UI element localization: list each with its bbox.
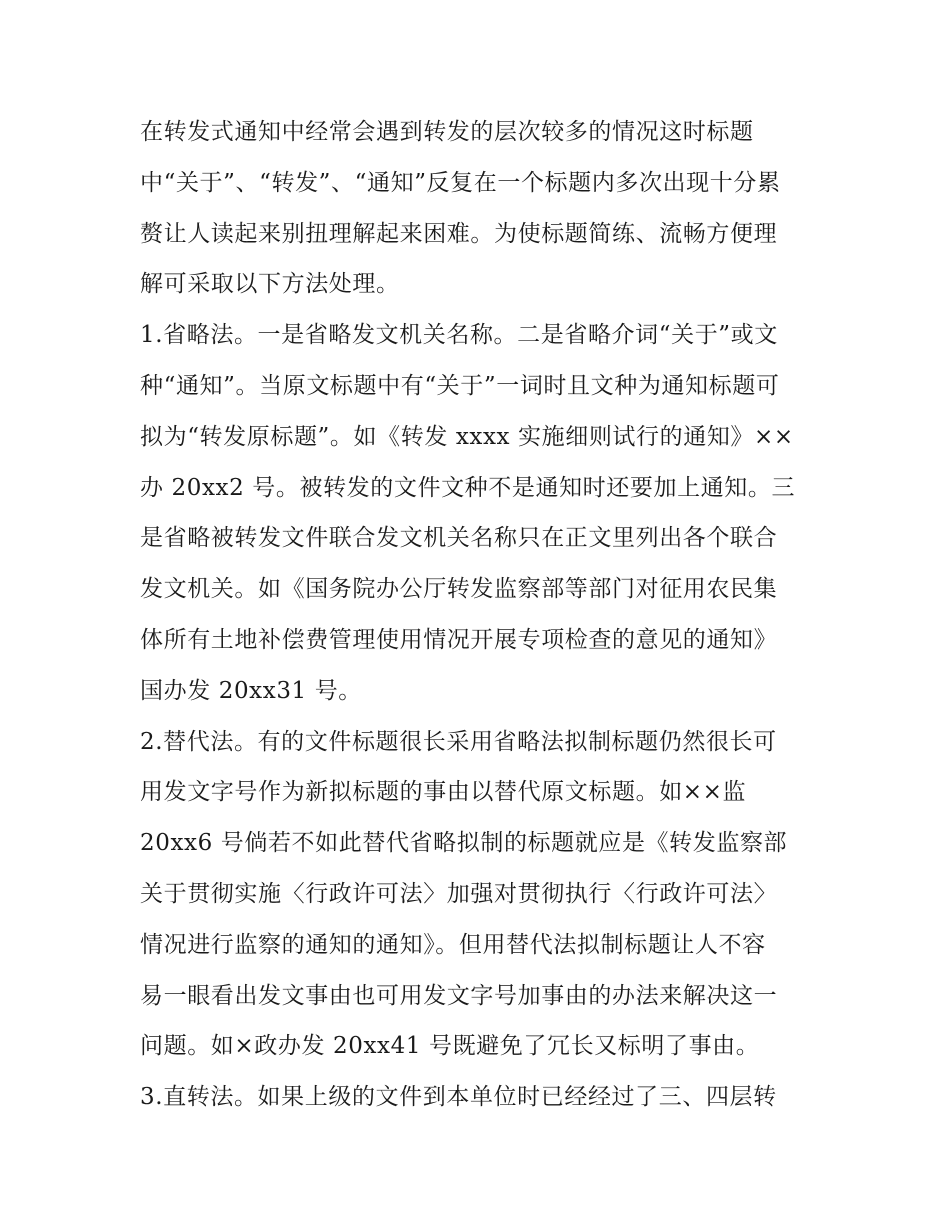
text-line: 解可采取以下方法处理。	[140, 271, 400, 298]
text-line: 办 20xx2 号。被转发的文件文种不是通知时还要加上通知。三	[140, 474, 796, 501]
text-line: 是省略被转发文件联合发文机关名称只在正文里列出各个联合	[140, 525, 778, 552]
text-line: 2.替代法。有的文件标题很长采用省略法拟制标题仍然很长可	[140, 728, 777, 755]
text-line: 用发文字号作为新拟标题的事由以替代原文标题。如××监	[140, 779, 747, 806]
text-line: 关于贯彻实施〈行政许可法〉加强对贯彻执行〈行政许可法〉	[140, 880, 778, 907]
text-line: 体所有土地补偿费管理使用情况开展专项检查的意见的通知》	[140, 626, 778, 653]
text-line: 问题。如×政办发 20xx41 号既避免了冗长又标明了事由。	[140, 1033, 760, 1060]
text-line: 20xx6 号倘若不如此替代省略拟制的标题就应是《转发监察部	[140, 830, 788, 857]
text-line: 情况进行监察的通知的通知》。但用替代法拟制标题让人不容	[140, 931, 766, 958]
text-line: 易一眼看出发文事由也可用发文字号加事由的办法来解决这一	[140, 982, 778, 1009]
text-line: 国办发 20xx31 号。	[140, 677, 362, 704]
text-line: 中“关于”、“转发”、“通知”反复在一个标题内多次出现十分累	[140, 169, 781, 196]
text-line: 3.直转法。如果上级的文件到本单位时已经经过了三、四层转	[140, 1084, 777, 1111]
text-line: 1.省略法。一是省略发文机关名称。二是省略介词“关于”或文	[140, 322, 778, 349]
text-line: 发文机关。如《国务院办公厅转发监察部等部门对征用农民集	[140, 576, 778, 603]
document-body	[140, 107, 815, 1123]
text-line: 拟为“转发原标题”。如《转发 xxxx 实施细则试行的通知》××	[140, 423, 794, 450]
text-line: 赘让人读起来别扭理解起来困难。为使标题简练、流畅方便理	[140, 220, 778, 247]
text-line: 在转发式通知中经常会遇到转发的层次较多的情况这时标题	[140, 119, 754, 145]
text-line: 种“通知”。当原文标题中有“关于”一词时且文种为通知标题可	[140, 372, 780, 399]
